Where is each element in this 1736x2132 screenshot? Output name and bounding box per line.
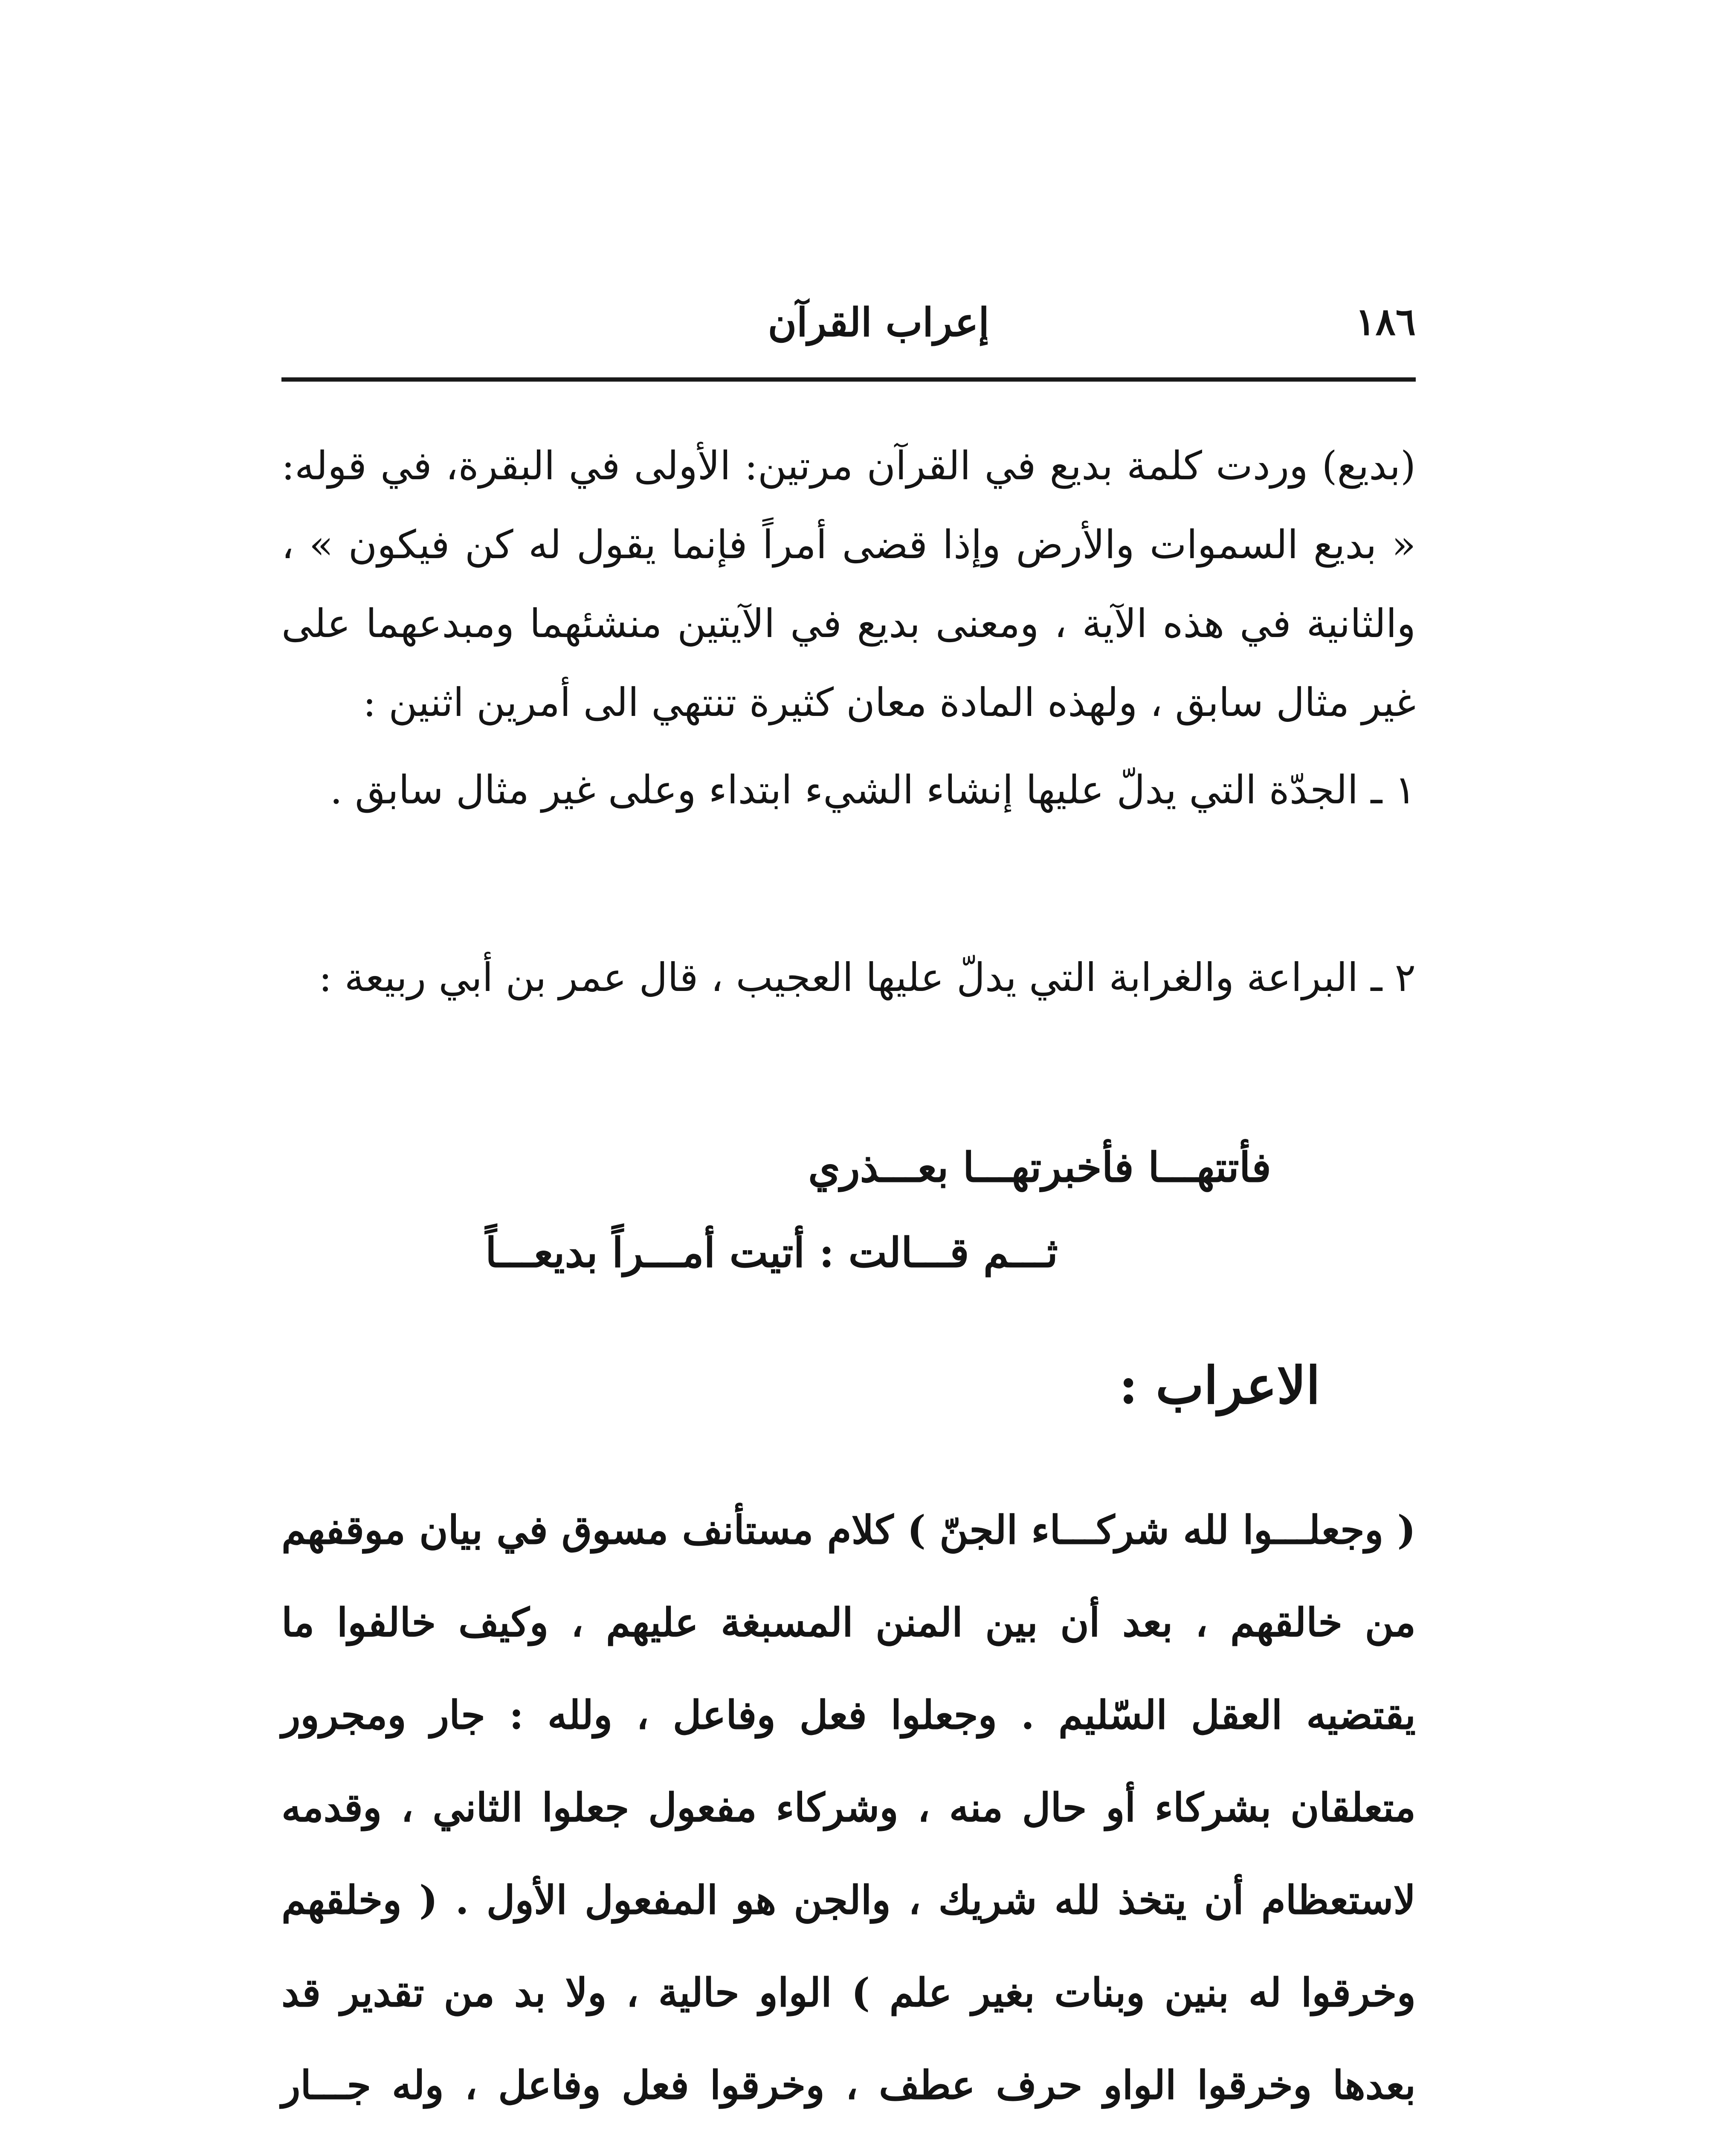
vocabulary-note [281, 426, 1416, 742]
running-header [281, 294, 1416, 362]
note-item-2: ٢ ـ البراعة والغرابة التي يدلّ عليها العجيب ، قال عمر بن أبي ربيعة : [319, 955, 1416, 1000]
irab-paragraph: ( وجعلـــوا لله شركـــاء الجنّ ) كلام مستأنف مسوق في بيان موقفهم من خالقهم ، بعد أن بين المنن المسبغة عليهم ، وكيف خالفوا ما يقتضيه العقل السّليم . وجعلوا فعل وفاعل ، ولله : جار ومجرور متعلقان بشركاء أو حال منه ، وشركاء مفعول جعلوا الثاني ، وقدمه لاستعظام أن يتخذ لله شريك ، والجن هو المفعول الأول . ( وخلقهم وخرقوا له بنين وبنات بغير علم ) الواو حالية ، ولا بد من تقدير قد بعدها وخرقوا الواو حرف عطف ، وخرقوا فعل وفاعل ، وله جـــار [281, 1507, 1416, 2108]
header-rule [281, 377, 1416, 382]
page-number: ١٨٦ [1355, 299, 1416, 344]
book-title: إعراب القرآن [768, 299, 989, 345]
note-paragraph: (بديع) وردت كلمة بديع في القرآن مرتين: الأولى في البقرة، في قوله: « بديع السموات والأرض وإذا قضى أمراً فإنما يقول له كن فيكون » ، والثانية في هذه الآية ، ومعنى بديع في الآيتين منشئهما ومبدعهما على غير مثال سابق ، ولهذه المادة معان كثيرة تنتهي الى أمرين اثنين : [281, 443, 1416, 725]
section-heading: الاعراب : [1119, 1356, 1320, 1416]
poem-verse-2: ثـــم قـــالت : أتيت أمـــراً بديعـــاً [485, 1228, 1058, 1277]
note-item-1: ١ ـ الجدّة التي يدلّ عليها إنشاء الشيء ابتداء وعلى غير مثال سابق . [330, 767, 1416, 813]
poem-verse-1: فأتتهـــا فأخبرتهـــا بعـــذري [808, 1143, 1271, 1191]
